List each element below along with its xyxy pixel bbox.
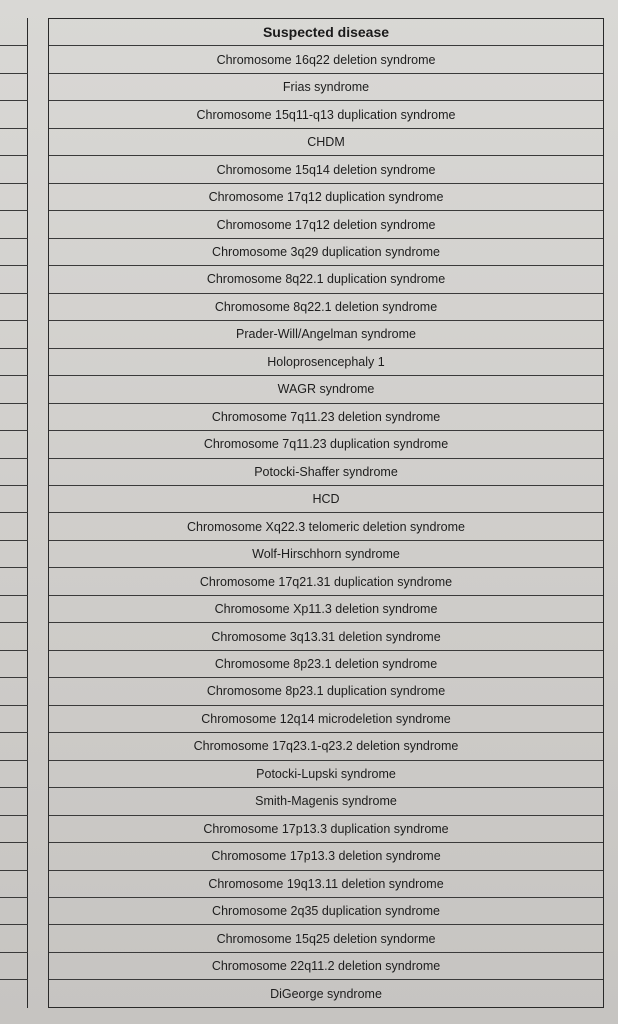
table-row: Chromosome 2q35 duplication syndrome [49, 897, 603, 924]
left-column-rule [0, 210, 28, 211]
table-row: Frias syndrome [49, 73, 603, 100]
left-column-rule [0, 73, 28, 74]
left-column-rule [0, 100, 28, 101]
table-row: Chromosome 19q13.11 deletion syndrome [49, 870, 603, 897]
left-column-rule [0, 375, 28, 376]
table-row: Chromosome 17q21.31 duplication syndrome [49, 567, 603, 594]
table-row: Chromosome 7q11.23 duplication syndrome [49, 430, 603, 457]
table-row: Prader-Will/Angelman syndrome [49, 320, 603, 347]
table-row: Chromosome Xp11.3 deletion syndrome [49, 595, 603, 622]
table-row: Chromosome 8q22.1 duplication syndrome [49, 265, 603, 292]
left-column-rule [0, 320, 28, 321]
left-column-rule [0, 293, 28, 294]
left-column-rule [0, 403, 28, 404]
left-column-rule [0, 430, 28, 431]
left-column-rule [0, 567, 28, 568]
left-column-rule [0, 815, 28, 816]
table-row: WAGR syndrome [49, 375, 603, 402]
suspected-disease-table [48, 18, 604, 1008]
table-row: Chromosome 17q12 duplication syndrome [49, 183, 603, 210]
table-row: Chromosome 16q22 deletion syndrome [49, 45, 603, 72]
left-column-rule [0, 238, 28, 239]
left-column-rule [0, 265, 28, 266]
table-row: Chromosome 17p13.3 duplication syndrome [49, 815, 603, 842]
left-column-rule [0, 787, 28, 788]
table-row: Potocki-Lupski syndrome [49, 760, 603, 787]
table-row: Potocki-Shaffer syndrome [49, 458, 603, 485]
left-column-rule [0, 732, 28, 733]
table-row: Chromosome 8q22.1 deletion syndrome [49, 293, 603, 320]
left-column-edge [0, 18, 28, 1008]
table-row: HCD [49, 485, 603, 512]
table-row: Chromosome 3q29 duplication syndrome [49, 238, 603, 265]
left-column-rule [0, 677, 28, 678]
left-column-rule [0, 595, 28, 596]
left-column-rule [0, 512, 28, 513]
table-row: Chromosome 15q14 deletion syndrome [49, 155, 603, 182]
left-column-rule [0, 155, 28, 156]
left-column-rule [0, 952, 28, 953]
left-column-rule [0, 485, 28, 486]
left-column-rule [0, 842, 28, 843]
table-row: Wolf-Hirschhorn syndrome [49, 540, 603, 567]
left-column-rule [0, 183, 28, 184]
table-row: Chromosome 22q11.2 deletion syndrome [49, 952, 603, 979]
left-column-rule [0, 622, 28, 623]
table-row: Chromosome 15q25 deletion syndorme [49, 924, 603, 951]
left-column-rule [0, 540, 28, 541]
left-column-rule [0, 897, 28, 898]
table-row: Chromosome 3q13.31 deletion syndrome [49, 622, 603, 649]
table-row: Chromosome 17q23.1-q23.2 deletion syndrome [49, 732, 603, 759]
table-row: Chromosome 7q11.23 deletion syndrome [49, 403, 603, 430]
table-row: Chromosome Xq22.3 telomeric deletion syndrome [49, 512, 603, 539]
left-column-rule [0, 348, 28, 349]
table-row: DiGeorge syndrome [49, 979, 603, 1006]
left-column-rule [0, 760, 28, 761]
table-header: Suspected disease [262, 24, 390, 41]
left-column-rule [0, 705, 28, 706]
left-column-rule [0, 870, 28, 871]
table-row: Chromosome 17p13.3 deletion syndrome [49, 842, 603, 869]
left-column-rule [0, 979, 28, 980]
table-row: Chromosome 12q14 microdeletion syndrome [49, 705, 603, 732]
table-row: Holoprosencephaly 1 [49, 348, 603, 375]
table-row: Chromosome 8p23.1 deletion syndrome [49, 650, 603, 677]
left-column-rule [0, 458, 28, 459]
table-row: Chromosome 8p23.1 duplication syndrome [49, 677, 603, 704]
left-column-rule [0, 128, 28, 129]
left-column-rule [0, 924, 28, 925]
table-row: Chromosome 15q11-q13 duplication syndrome [49, 100, 603, 127]
table-row: Smith-Magenis syndrome [49, 787, 603, 814]
left-column-rule [0, 45, 28, 46]
table-row: CHDM [49, 128, 603, 155]
left-column-rule [0, 650, 28, 651]
table-row: Chromosome 17q12 deletion syndrome [49, 210, 603, 237]
